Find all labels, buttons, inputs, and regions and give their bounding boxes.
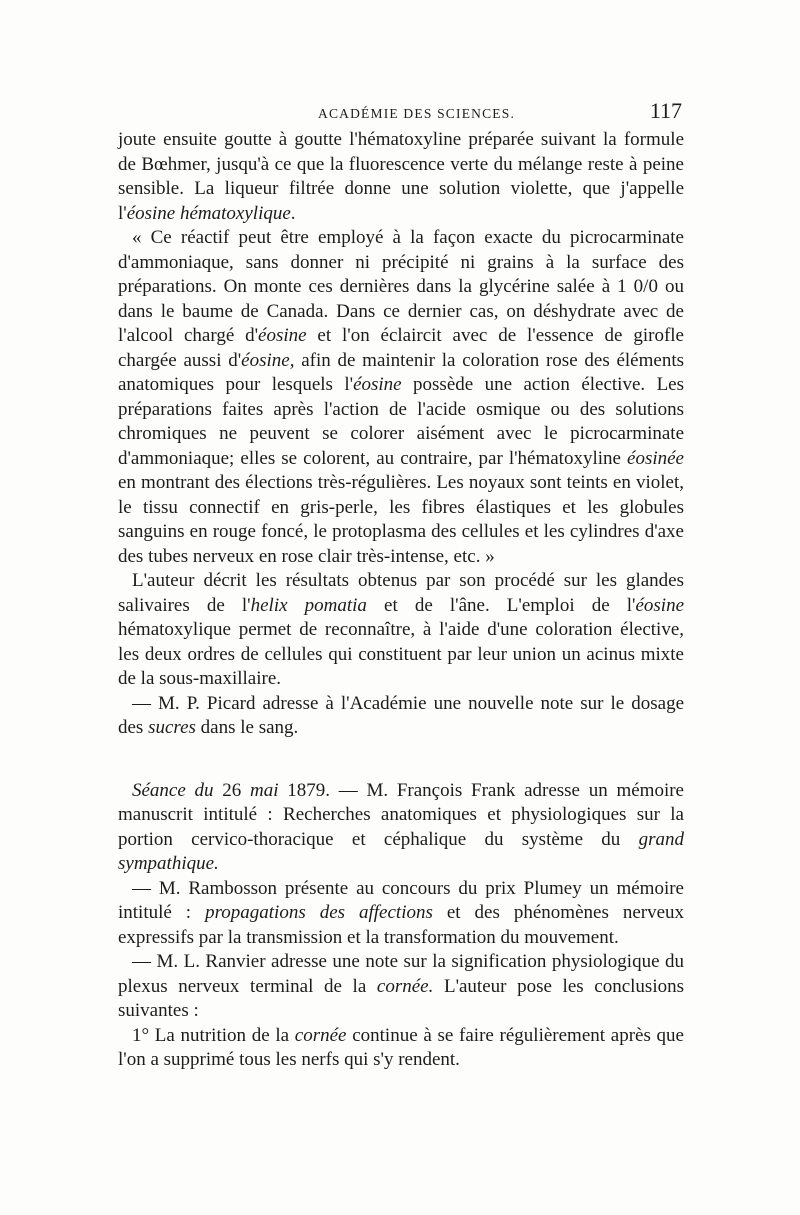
text-run: continue à se faire régulièrement après que l'on a supprimé tous les nerfs qui s'y rendent. [118, 1024, 684, 1070]
text-run: dans le sang. [195, 717, 299, 738]
text-run: et des phénomènes nerveux expressifs par la transmission et la transformation du mouvement. [118, 902, 685, 948]
paragraph-glandes-salivaires [118, 569, 684, 692]
italic-run: éosine [353, 374, 402, 395]
italic-run: mai [250, 779, 279, 801]
text-run: possède une action élective. Les préparations faites après l'action de l'acide osmique ou des solutions chromiques ne peuvent se colorer aisément avec le picrocarminate d'ammoniaque; elles se colorent, au contraire, par l'hématoxyline [118, 374, 685, 469]
text-run: L'auteur pose les conclusions suivantes : [118, 975, 684, 1021]
text-run: — M. L. Ranvier adresse une note sur la signification physiologique du plexus nerveux terminal de la [118, 951, 684, 997]
text-run: en montrant des élections très-régulières. Les noyaux sont teints en violet, le tissu connectif en gris-perle, les fibres élastiques et les globules sanguins en rouge foncé, le protoplasma des cellules et les cylindres d'axe des tubes nerveux en rose clair très-intense, etc. » [118, 472, 684, 567]
text-run: L'auteur décrit les résultats obtenus par son procédé sur les glandes salivaires de l' [118, 570, 684, 616]
text-run: 26 [213, 779, 251, 801]
italic-run: grand sympathique. [118, 828, 684, 874]
text-run: et de l'âne. L'emploi de l' [366, 594, 636, 616]
page-body [118, 128, 684, 1073]
text-run: hématoxylique permet de reconnaître, à l'aide d'une coloration élective, les deux ordres de cellules qui constituent par leur union un acinus mixte de la sous-maxillaire. [118, 619, 684, 689]
text-run: 1° La nutrition de la [132, 1024, 295, 1046]
section-gap [118, 741, 684, 779]
paragraph-reactif-usage [118, 226, 684, 569]
italic-run: éosine [258, 325, 307, 346]
italic-run: sucres [148, 717, 196, 738]
italic-run: Séance du [132, 779, 214, 801]
paragraph-ranvier-note [118, 950, 684, 1024]
italic-run: propagations des affections [205, 902, 433, 923]
paragraph-conclusion-1 [118, 1024, 684, 1073]
paragraph-rambosson-memoire [118, 877, 684, 951]
running-title: ACADÉMIE DES SCIENCES. [318, 106, 516, 121]
text-run: — M. P. Picard adresse à l'Académie une nouvelle note sur le dosage des [118, 692, 684, 738]
text-run: — M. Rambosson présente au concours du prix Plumey un mémoire intitulé : [118, 877, 684, 923]
book-page [118, 94, 684, 1073]
text-run: « Ce réactif peut être employé à la façon exacte du picrocarminate d'ammoniaque, sans donner ni précipité ni grains à la surface des préparations. On monte ces dernières dans la glycérine salée à 1 0/0 ou dans le baume de Canada. Dans ce dernier cas, on déshydrate avec de l'alcool chargé d' [118, 227, 684, 346]
italic-run: helix pomatia [250, 594, 367, 616]
italic-run: éosine [635, 594, 685, 616]
text-run: joute ensuite goutte à goutte l'hématoxyline préparée suivant la formule de Bœhmer, jusqu'à ce que la fluorescence verte du mélange reste à peine sensible. La liqueur filtrée donne une solution violette, que j'appelle l' [118, 129, 684, 224]
paragraph-picard-note [118, 692, 684, 741]
text-run: afin de maintenir la coloration rose des éléments anatomiques pour lesquels l' [118, 349, 684, 395]
page-header [118, 94, 684, 128]
italic-run: éosinée [627, 447, 684, 469]
italic-run: cornée [294, 1024, 347, 1046]
text-run: . [290, 202, 296, 224]
text-run: 1879. — M. François Frank adresse un mémoire manuscrit intitulé : Recherches anatomiques et physiologiques sur la portion cervico-thoracique et céphalique du système du [118, 779, 684, 850]
paragraph-eosine-preparation [118, 128, 684, 226]
italic-run: éosine hématoxylique [126, 202, 291, 224]
page-number: 117 [649, 98, 682, 123]
text-run: et l'on éclaircit avec de l'essence de girofle chargée aussi d' [118, 325, 684, 371]
italic-run: cornée. [376, 975, 434, 997]
italic-run: éosine, [241, 349, 295, 371]
paragraph-seance-26-mai [118, 779, 684, 877]
